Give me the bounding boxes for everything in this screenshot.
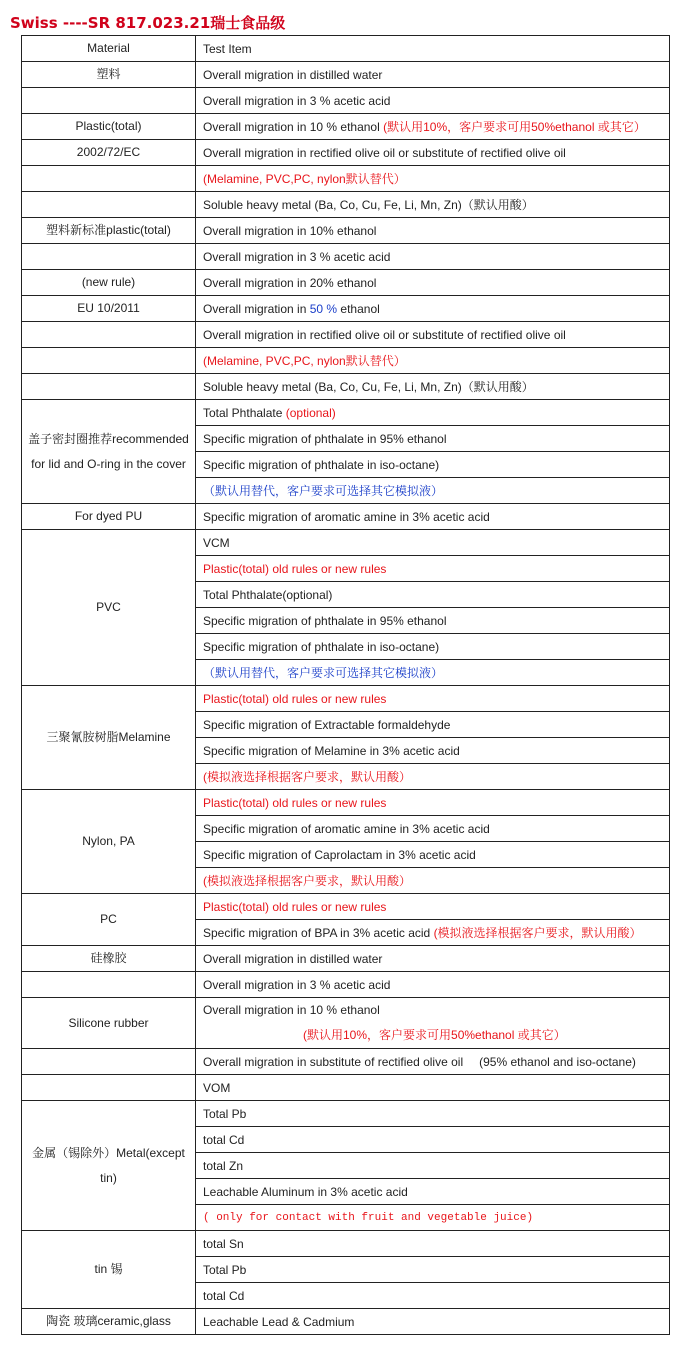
- table-row: [22, 998, 670, 1049]
- test-item-cell: [196, 998, 670, 1049]
- test-item-cell: Plastic(total) old rules or new rules: [196, 894, 670, 920]
- material-cell: PVC: [22, 530, 196, 686]
- material-cell: [22, 166, 196, 192]
- material-cell: PC: [22, 894, 196, 946]
- material-cell: [22, 322, 196, 348]
- material-cell: tin 锡: [22, 1231, 196, 1309]
- table-row: [22, 192, 670, 218]
- material-cell: [22, 244, 196, 270]
- test-item-text: Specific migration of BPA in 3% acetic acid: [203, 925, 434, 940]
- test-item-cell: （默认用替代，客户要求可选择其它模拟液）: [196, 660, 670, 686]
- test-item-cell: Overall migration in 10% ethanol: [196, 218, 670, 244]
- default-note: (默认用10%，客户要求可用50%ethanol 或其它）: [303, 1028, 566, 1042]
- material-cell: 塑料: [22, 62, 196, 88]
- test-item-cell: Overall migration in 3 % acetic acid: [196, 972, 670, 998]
- material-cell: Silicone rubber: [22, 998, 196, 1049]
- test-item-cell: Overall migration in 3 % acetic acid: [196, 88, 670, 114]
- page-title: Swiss ----SR 817.023.21瑞士食品级: [10, 14, 286, 32]
- material-cell: Nylon, PA: [22, 790, 196, 894]
- table-row: [22, 114, 670, 140]
- test-items-table: [21, 35, 670, 1335]
- test-item-cell: VOM: [196, 1075, 670, 1101]
- test-item-cell: total Cd: [196, 1283, 670, 1309]
- table-row: [22, 374, 670, 400]
- material-cell: EU 10/2011: [22, 296, 196, 322]
- default-note: (默认用10%，客户要求可用50%ethanol 或其它）: [383, 119, 646, 134]
- test-item-cell: Plastic(total) old rules or new rules: [196, 790, 670, 816]
- material-cell: [22, 972, 196, 998]
- test-item-cell: Total Pb: [196, 1101, 670, 1127]
- test-item-text: Overall migration in 10 % ethanol: [203, 1003, 380, 1017]
- table-row: [22, 1049, 670, 1075]
- table-row: [22, 140, 670, 166]
- test-item-cell: Specific migration of Melamine in 3% acetic acid: [196, 738, 670, 764]
- test-item-cell: total Sn: [196, 1231, 670, 1257]
- test-item-text: Overall migration in 10 % ethanol: [203, 119, 384, 134]
- test-item-cell: (Melamine, PVC,PC, nylon默认替代）: [196, 348, 670, 374]
- test-item-cell: [196, 400, 670, 426]
- test-item-cell: Specific migration of aromatic amine in 3% acetic acid: [196, 816, 670, 842]
- test-item-cell: Specific migration of Caprolactam in 3% acetic acid: [196, 842, 670, 868]
- test-item-column-header: Test Item: [196, 36, 670, 62]
- test-item-cell: Plastic(total) old rules or new rules: [196, 556, 670, 582]
- test-item-cell: [196, 114, 670, 140]
- test-item-cell: （默认用替代，客户要求可选择其它模拟液）: [196, 478, 670, 504]
- test-item-cell: Specific migration of aromatic amine in 3% acetic acid: [196, 504, 670, 530]
- material-cell: 硅橡胶: [22, 946, 196, 972]
- test-item-cell: Overall migration in rectified olive oil or substitute of rectified olive oil: [196, 140, 670, 166]
- test-item-cell: [196, 920, 670, 946]
- table-row: [22, 244, 670, 270]
- material-cell: 盖子密封圈推荐recommended for lid and O-ring in the cover: [22, 400, 196, 504]
- table-row: [22, 62, 670, 88]
- test-item-cell: total Cd: [196, 1127, 670, 1153]
- material-cell: (new rule): [22, 270, 196, 296]
- test-item-cell: Specific migration of phthalate in 95% ethanol: [196, 608, 670, 634]
- test-item-cell: (模拟液选择根据客户要求，默认用酸）: [196, 868, 670, 894]
- simulant-note: (95% ethanol and iso-octane): [479, 1054, 636, 1069]
- test-item-cell: Soluble heavy metal (Ba, Co, Cu, Fe, Li, Mn, Zn)（默认用酸）: [196, 192, 670, 218]
- material-cell: Plastic(total): [22, 114, 196, 140]
- material-column-header: Material: [22, 36, 196, 62]
- table-row: [22, 1075, 670, 1101]
- test-item-cell: total Zn: [196, 1153, 670, 1179]
- test-item-cell: Specific migration of Extractable formaldehyde: [196, 712, 670, 738]
- test-item-cell: [196, 296, 670, 322]
- table-row: [22, 166, 670, 192]
- table-row: [22, 504, 670, 530]
- table-row: [22, 322, 670, 348]
- test-item-cell: Total Phthalate(optional): [196, 582, 670, 608]
- material-cell: [22, 192, 196, 218]
- test-item-cell: Plastic(total) old rules or new rules: [196, 686, 670, 712]
- table-row: [22, 296, 670, 322]
- table-header-row: [22, 36, 670, 62]
- test-item-text: Overall migration in: [203, 301, 310, 316]
- table-row: [22, 1309, 670, 1335]
- material-cell: 2002/72/EC: [22, 140, 196, 166]
- material-cell: 金属（锡除外）Metal(except tin): [22, 1101, 196, 1231]
- test-item-cell: Leachable Aluminum in 3% acetic acid: [196, 1179, 670, 1205]
- table-row: [22, 946, 670, 972]
- test-item-cell: (模拟液选择根据客户要求，默认用酸）: [196, 764, 670, 790]
- test-item-text: Overall migration in substitute of rectified olive oil: [203, 1054, 464, 1069]
- material-cell: [22, 1075, 196, 1101]
- test-item-text: Total Phthalate: [203, 405, 286, 420]
- test-item-cell: Overall migration in distilled water: [196, 946, 670, 972]
- optional-note: (optional): [285, 405, 336, 420]
- table-row: [22, 790, 670, 816]
- material-cell: [22, 88, 196, 114]
- material-cell: [22, 348, 196, 374]
- material-cell: [22, 1049, 196, 1075]
- material-cell: For dyed PU: [22, 504, 196, 530]
- material-cell: 三聚氰胺树脂Melamine: [22, 686, 196, 790]
- table-row: [22, 894, 670, 920]
- table-row: [22, 972, 670, 998]
- test-item-cell: Specific migration of phthalate in iso-octane): [196, 634, 670, 660]
- ethanol-percent: 50 %: [309, 301, 338, 316]
- table-row: [22, 686, 670, 712]
- test-item-cell: ( only for contact with fruit and vegetable juice): [196, 1205, 670, 1231]
- test-item-cell: (Melamine, PVC,PC, nylon默认替代）: [196, 166, 670, 192]
- test-item-cell: Overall migration in 20% ethanol: [196, 270, 670, 296]
- material-cell: [22, 374, 196, 400]
- table-row: [22, 1101, 670, 1127]
- test-item-cell: Overall migration in rectified olive oil or substitute of rectified olive oil: [196, 322, 670, 348]
- test-item-cell: Leachable Lead & Cadmium: [196, 1309, 670, 1335]
- table-row: [22, 530, 670, 556]
- test-item-text: ethanol: [337, 301, 380, 316]
- default-note: (模拟液选择根据客户要求，默认用酸）: [433, 925, 642, 940]
- test-item-cell: Overall migration in distilled water: [196, 62, 670, 88]
- material-cell: 陶瓷 玻璃ceramic,glass: [22, 1309, 196, 1335]
- table-row: [22, 348, 670, 374]
- test-item-cell: Specific migration of phthalate in iso-octane): [196, 452, 670, 478]
- table-row: [22, 218, 670, 244]
- test-item-cell: Specific migration of phthalate in 95% ethanol: [196, 426, 670, 452]
- test-item-cell: VCM: [196, 530, 670, 556]
- test-item-cell: [196, 1049, 670, 1075]
- test-item-cell: Overall migration in 3 % acetic acid: [196, 244, 670, 270]
- material-cell: 塑料新标准plastic(total): [22, 218, 196, 244]
- table-row: [22, 400, 670, 426]
- test-item-cell: Total Pb: [196, 1257, 670, 1283]
- table-row: [22, 88, 670, 114]
- table-row: [22, 1231, 670, 1257]
- table-row: [22, 270, 670, 296]
- test-item-cell: Soluble heavy metal (Ba, Co, Cu, Fe, Li, Mn, Zn)（默认用酸）: [196, 374, 670, 400]
